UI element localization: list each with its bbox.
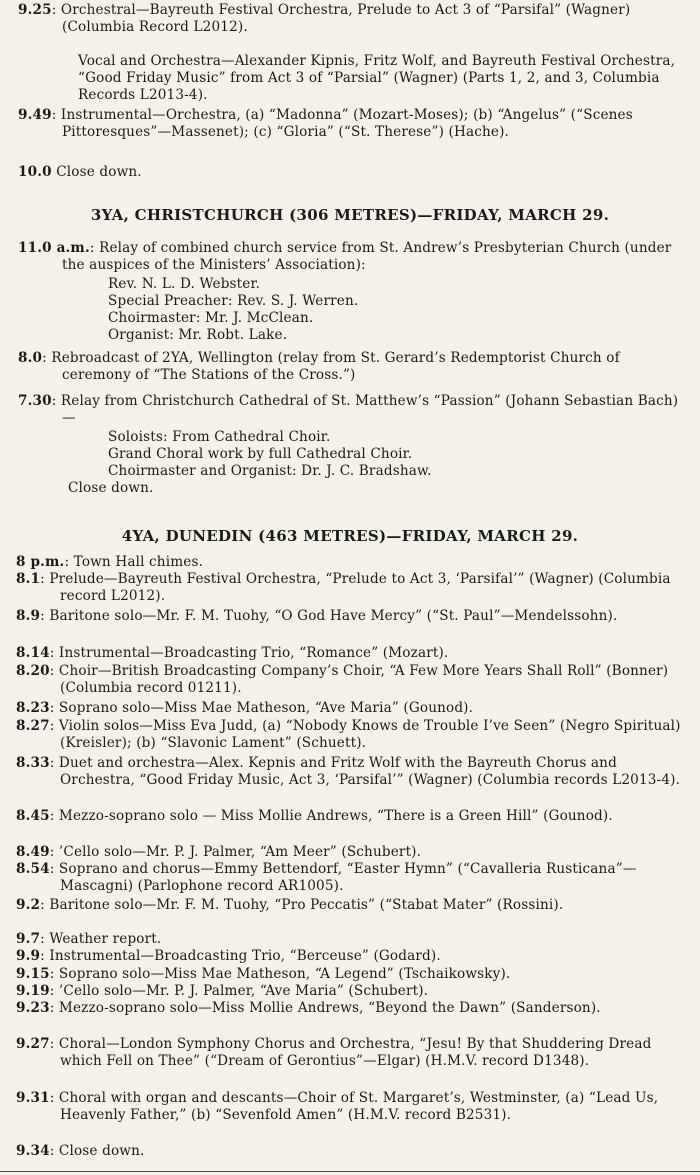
entry-time: 8.27 [16,718,50,734]
entry-time: 9.31 [16,1090,50,1106]
program-entry: 11.0 a.m.: Relay of combined church service from St. Andrew’s Presbyterian Church (under the auspices of the Ministers’ Association): [18,240,672,273]
entry-time: 8.20 [16,663,50,679]
service-detail: Organist: Mr. Robt. Lake. [108,327,288,343]
entry-text: Mezzo-soprano solo — Miss Mollie Andrews, “There is a Green Hill” (Gounod). [58,808,613,824]
entry-time: 9.23 [16,1000,50,1016]
entry-text: Relay of combined church service from St. Andrew’s Presbyterian Church (under the auspices of the Ministers’ Association): [62,240,672,273]
entry-text: Baritone solo—Mr. F. M. Tuohy, “O God Have Mercy” (“St. Paul”—Mendelssohn). [49,608,618,624]
entry-time: 8.9 [16,608,41,624]
entry-text: Mezzo-soprano solo—Miss Mollie Andrews, “Beyond the Dawn” (Sanderson). [58,1000,601,1016]
entry-text: Soprano and chorus—Emmy Bettendorf, “Easter Hymn” (“Cavalleria Rusticana”—Mascagni) (Parlophone record AR1005). [58,861,637,894]
program-entry: 8.9: Baritone solo—Mr. F. M. Tuohy, “O God Have Mercy” (“St. Paul”—Mendelssohn). [16,608,618,624]
program-entry: 8.23: Soprano solo—Miss Mae Matheson, “Ave Maria” (Gounod). [16,700,474,716]
entry-text: Close down. [56,164,142,180]
entry-time: 9.27 [16,1036,50,1052]
program-entry: 9.49: Instrumental—Orchestra, (a) “Madonna” (Mozart-Moses); (b) “Angelus” (“Scenes Pittoresques”—Massenet); (c) “Gloria” (“St. Therese”) (Hache). [18,107,633,140]
service-detail: Grand Choral work by full Cathedral Choir. [108,446,413,462]
entry-time: 9.15 [16,966,50,982]
program-entry: 9.9: Instrumental—Broadcasting Trio, “Berceuse” (Godard). [16,948,441,964]
entry-time: 8.49 [16,844,50,860]
entry-time: 9.7 [16,931,41,947]
entry-text: Instrumental—Orchestra, (a) “Madonna” (Mozart-Moses); (b) “Angelus” (“Scenes Pittoresques”—Massenet); (c) “Gloria” (“St. Therese”) (Hache). [60,107,633,140]
entry-text: Choral—London Symphony Chorus and Orchestra, “Jesu! By that Shuddering Dread which Fell on Thee” (“Dream of Gerontius”—Elgar) (H.M.V. record D1348). [58,1036,652,1069]
program-entry: 8.20: Choir—British Broadcasting Company’s Choir, “A Few More Years Shall Roll” (Bonner) (Columbia record 01211). [16,663,669,696]
entry-time: 9.2 [16,897,41,913]
entry-text: Orchestral—Bayreuth Festival Orchestra, Prelude to Act 3 of “Parsifal” (Wagner) (Columbia Record L2012). [60,2,631,35]
entry-time: 9.49 [18,107,52,123]
entry-text: Relay from Christchurch Cathedral of St. Matthew’s “Passion” (Johann Sebastian Bach)— [60,393,679,426]
entry-time: 8.1 [16,571,41,587]
program-entry: 9.25: Orchestral—Bayreuth Festival Orchestra, Prelude to Act 3 of “Parsifal” (Wagner) (Columbia Record L2012). [18,2,631,35]
program-entry: 9.7: Weather report. [16,931,162,947]
program-entry: 9.23: Mezzo-soprano solo—Miss Mollie Andrews, “Beyond the Dawn” (Sanderson). [16,1000,601,1016]
program-entry: 9.2: Baritone solo—Mr. F. M. Tuohy, “Pro Peccatis” (“Stabat Mater” (Rossini). [16,897,564,913]
entry-time: 8.54 [16,861,50,877]
entry-text: Weather report. [49,931,162,947]
program-entry: 8.45: Mezzo-soprano solo — Miss Mollie Andrews, “There is a Green Hill” (Gounod). [16,808,613,824]
entry-text: Close down. [58,1143,145,1159]
service-detail: Choirmaster and Organist: Dr. J. C. Bradshaw. [108,463,432,479]
entry-text: Instrumental—Broadcasting Trio, “Berceuse” (Godard). [49,948,441,964]
entry-text: Choir—British Broadcasting Company’s Choir, “A Few More Years Shall Roll” (Bonner) (Columbia record 01211). [58,663,669,696]
entry-text: Town Hall chimes. [73,554,204,570]
program-entry: 9.19: ’Cello solo—Mr. P. J. Palmer, “Ave Maria” (Schubert). [16,983,429,999]
entry-time: 10.0 [18,164,52,180]
program-entry: 8.0: Rebroadcast of 2YA, Wellington (relay from St. Gerard’s Redemptorist Church of ceremony of “The Stations of the Cross.”) [18,350,620,383]
program-entry [78,53,686,104]
service-detail: Choirmaster: Mr. J. McClean. [108,310,314,326]
program-entry: 8.27: Violin solos—Miss Eva Judd, (a) “Nobody Knows de Trouble I’ve Seen” (Negro Spiritual) (Kreisler); (b) “Slavonic Lament” (Schuett). [16,718,681,751]
program-entry: 8.54: Soprano and chorus—Emmy Bettendorf, “Easter Hymn” (“Cavalleria Rusticana”—Mascagni) (Parlophone record AR1005). [16,861,637,894]
entry-text: Rebroadcast of 2YA, Wellington (relay from St. Gerard’s Redemptorist Church of ceremony of “The Stations of the Cross.”) [51,350,620,383]
entry-time: 8 p.m. [16,554,65,570]
program-entry: 9.27: Choral—London Symphony Chorus and Orchestra, “Jesu! By that Shuddering Dread which Fell on Thee” (“Dream of Gerontius”—Elgar) (H.M.V. record D1348). [16,1036,652,1069]
entry-time: 7.30 [18,393,52,409]
program-entry: 8.49: ’Cello solo—Mr. P. J. Palmer, “Am Meer” (Schubert). [16,844,422,860]
entry-text: Vocal and Orchestra—Alexander Kipnis, Fritz Wolf, and Bayreuth Festival Orchestra, “Good Friday Music” from Act 3 of “Parsial” (Wagner) (Parts 1, 2, and 3, Columbia Records L2013-4). [78,53,676,103]
entry-time: 9.9 [16,948,41,964]
section-heading: 3YA, CHRISTCHURCH (306 METRES)—FRIDAY, MARCH 29. [90,206,610,224]
service-detail: Rev. N. L. D. Webster. [108,276,261,292]
entry-text: Soprano solo—Miss Mae Matheson, “Ave Maria” (Gounod). [58,700,474,716]
entry-time: 8.33 [16,755,50,771]
entry-time: 8.14 [16,645,50,661]
service-detail: Special Preacher: Rev. S. J. Werren. [108,293,359,309]
entry-text: Prelude—Bayreuth Festival Orchestra, “Prelude to Act 3, ‘Parsifal’” (Wagner) (Columbia record L2012). [49,571,671,604]
program-entry: 8 p.m.: Town Hall chimes. [16,554,204,570]
program-entry: 9.34: Close down. [16,1143,145,1159]
program-entry [18,164,686,181]
program-entry: 9.31: Choral with organ and descants—Choir of St. Margaret’s, Westminster, (a) “Lead Us, Heavenly Father,” (b) “Sevenfold Amen” (H.M.V. record B2531). [16,1090,659,1123]
entry-text: Soprano solo—Miss Mae Matheson, “A Legend” (Tschaikowsky). [58,966,511,982]
close-down-text: Close down. [68,480,154,496]
section-heading: 4YA, DUNEDIN (463 METRES)—FRIDAY, MARCH 29. [121,527,579,545]
entry-time: 11.0 a.m. [18,240,90,256]
entry-text: Duet and orchestra—Alex. Kepnis and Fritz Wolf with the Bayreuth Chorus and Orchestra, “Good Friday Music, Act 3, ‘Parsifal’” (Wagner) (Columbia records L2013-4). [58,755,681,788]
entry-time: 9.19 [16,983,50,999]
service-detail: Soloists: From Cathedral Choir. [108,429,331,445]
bottom-rule [0,1171,700,1172]
entry-text: Baritone solo—Mr. F. M. Tuohy, “Pro Peccatis” (“Stabat Mater” (Rossini). [49,897,564,913]
entry-text: ’Cello solo—Mr. P. J. Palmer, “Ave Maria” (Schubert). [58,983,429,999]
program-entry: 8.33: Duet and orchestra—Alex. Kepnis and Fritz Wolf with the Bayreuth Chorus and Orchestra, “Good Friday Music, Act 3, ‘Parsifal’” (Wagner) (Columbia records L2013-4). [16,755,681,788]
entry-text: Choral with organ and descants—Choir of St. Margaret’s, Westminster, (a) “Lead Us, Heavenly Father,” (b) “Sevenfold Amen” (H.M.V. record B2531). [58,1090,659,1123]
entry-time: 8.45 [16,808,50,824]
program-entry: 8.1: Prelude—Bayreuth Festival Orchestra, “Prelude to Act 3, ‘Parsifal’” (Wagner) (Columbia record L2012). [16,571,671,604]
program-entry: 8.14: Instrumental—Broadcasting Trio, “Romance” (Mozart). [16,645,449,661]
program-entry: 9.15: Soprano solo—Miss Mae Matheson, “A Legend” (Tschaikowsky). [16,966,511,982]
entry-time: 8.23 [16,700,50,716]
program-entry: 7.30: Relay from Christchurch Cathedral of St. Matthew’s “Passion” (Johann Sebastian Bach)— [18,393,679,426]
entry-time: 8.0 [18,350,43,366]
entry-text: ’Cello solo—Mr. P. J. Palmer, “Am Meer” (Schubert). [58,844,422,860]
entry-time: 9.25 [18,2,52,18]
entry-text: Violin solos—Miss Eva Judd, (a) “Nobody Knows de Trouble I’ve Seen” (Negro Spiritual) (Kreisler); (b) “Slavonic Lament” (Schuett). [58,718,681,751]
entry-time: 9.34 [16,1143,50,1159]
entry-text: Instrumental—Broadcasting Trio, “Romance” (Mozart). [58,645,449,661]
